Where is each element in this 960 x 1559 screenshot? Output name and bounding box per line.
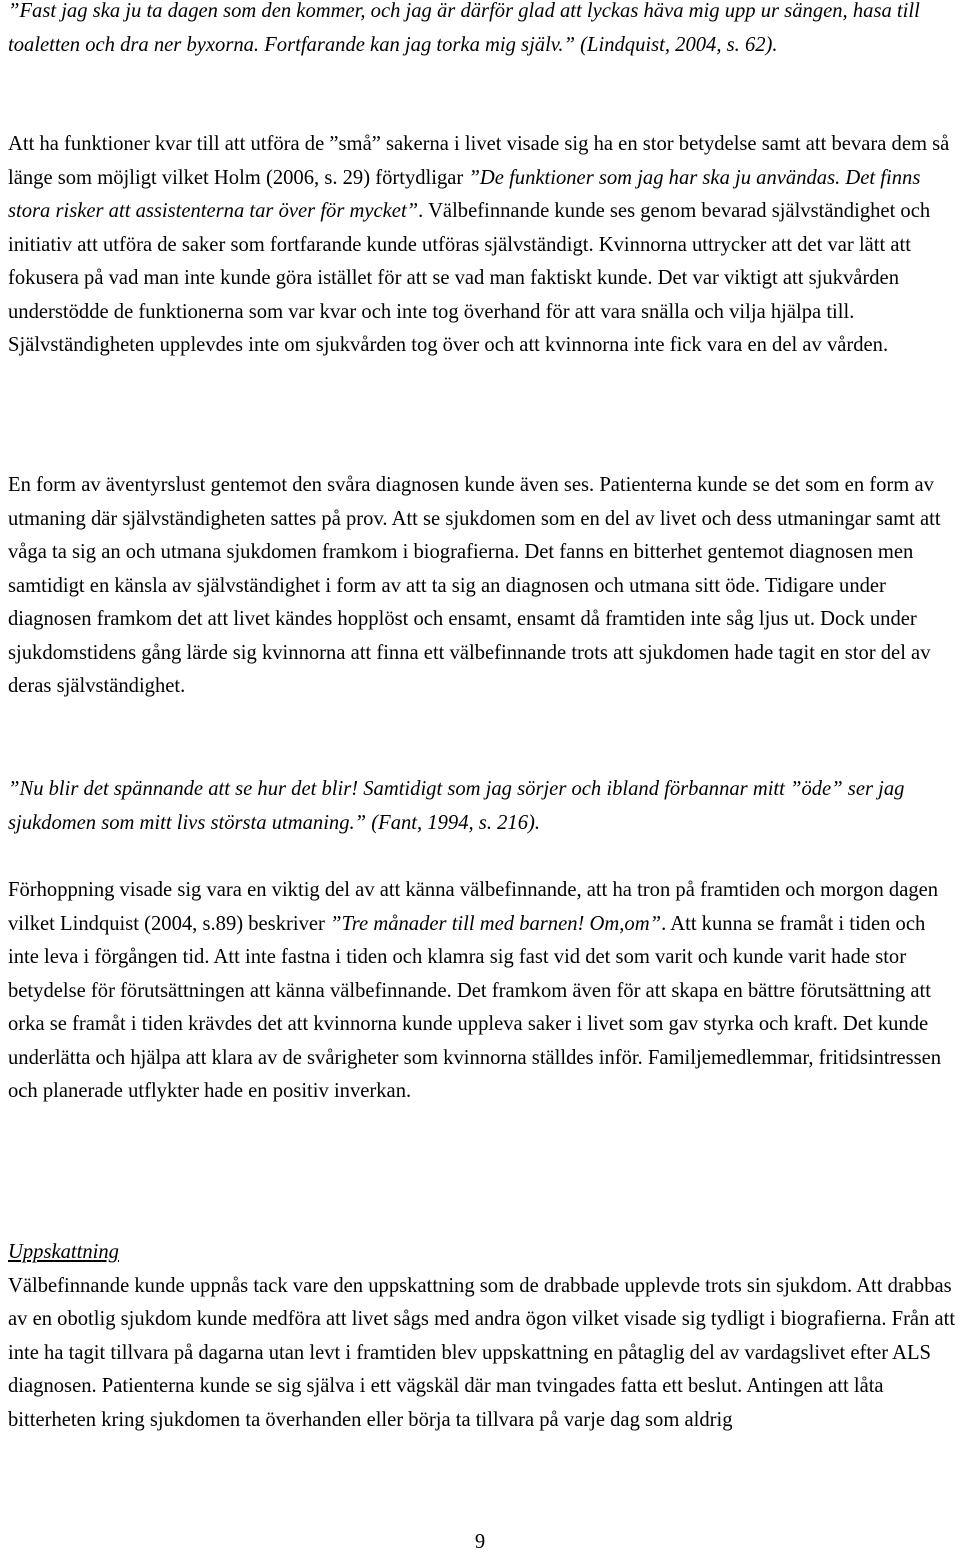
paragraph-funktioner — [8, 128, 956, 363]
text-segment: . Att kunna se framåt i tiden och inte leva i förgången tid. Att inte fastna i tiden och klamra sig fast vid det som varit och kunde varit hade stor betydelse för förutsättningen att känna välbefinnande. Det framkom även för att skapa en bättre förutsättning att orka se framåt i tiden krävdes det att kvinnorna kunde uppleva saker i livet som gav styrka och kraft. Det kunde underlätta och hjälpa att klara av de svårigheter som kvinnorna ställdes inför. Familjemedlemmar, fritidsintressen och planerade utflykter hade en positiv inverkan. — [8, 912, 942, 1102]
text-segment: Förhoppning visade sig vara en viktig del av att känna välbefinnande, att ha tron på framtiden och morgon dagen vilket Lindquist (2004, s.89) beskriver — [8, 879, 939, 935]
paragraph-aventyrslust — [8, 469, 956, 704]
text-segment: Att ha funktioner kvar till att utföra de ”små” sakerna i livet visade sig ha en stor betydelse samt att bevara dem så länge som möjligt vilket Holm (2006, s. 29) förtydligar — [8, 133, 950, 189]
section-paragraph: Välbefinnande kunde uppnås tack vare den uppskattning som de drabbade upplevde trots sin sjukdom. Att drabbas av en obotlig sjukdom kunde medföra att livet sågs med andra ögon vilket visade sig tydligt i biografierna. Från att inte ha tagit tillvara på dagarna utan levt i framtiden blev uppskattning en påtaglig del av vardagslivet efter ALS diagnosen. Patienterna kunde se sig själva i ett vägskäl där man tvingades fatta ett beslut. Antingen att låta bitterheten kring sjukdomen ta överhanden eller börja ta tillvara på varje dag som aldrig — [8, 1274, 956, 1431]
quote-segment: ”Tre månader till med barnen! Om,om” — [330, 912, 662, 935]
text-segment: En form av äventyrslust gentemot den svåra diagnosen kunde även ses. Patienterna kunde se det som en form av utmaning där självständigheten sattes på prov. Att se sjukdomen som en del av livet och dess utmaningar samt att våga ta sig an och utmana sjukdomen framkom i biografierna. Det fanns en bitterhet gentemot diagnosen men samtidigt en känsla av självständighet i form av att ta sig an diagnosen och utmana sitt öde. Tidigare under diagnosen framkom det att livet kändes hopplöst och ensamt, ensamt då framtiden inte såg ljus ut. Dock under sjukdomstidens gång lärde sig kvinnorna att finna ett välbefinnande trots att sjukdomen hade tagit en stor del av deras självständighet. — [8, 474, 941, 697]
paragraph-forhoppning — [8, 874, 956, 1109]
page-number: 9 — [474, 1531, 486, 1553]
quote-text: ”Nu blir det spännande att se hur det blir! Samtidigt som jag sörjer och ibland förbannar mitt ”öde” ser jag sjukdomen som mitt livs största utmaning.” (Fant, 1994, s. 216). — [8, 778, 905, 834]
quote-text: ”Fast jag ska ju ta dagen som den kommer, och jag är därför glad att lyckas häva mig upp ur sängen, hasa till toaletten och dra ner byxorna. Fortfarande kan jag torka mig själv.” (Lindquist, 2004, s. 62). — [8, 0, 920, 56]
section-uppskattning — [8, 1236, 956, 1437]
section-heading: Uppskattning — [8, 1241, 119, 1263]
quote-fant — [8, 773, 956, 840]
quote-segment: ”De funktioner som jag har ska ju användas. Det finns stora risker att assistenterna tar över för mycket” — [8, 166, 921, 222]
quote-lindquist — [8, 0, 956, 62]
text-segment: . Välbefinnande kunde ses genom bevarad självständighet och initiativ att utföra de saker som fortfarande kunde utföras självständigt. Kvinnorna uttrycker att det var lätt att fokusera på vad man inte kunde göra istället för att se vad man faktiskt kunde. Det var viktigt att sjukvården understödde de funktionerna som var kvar och inte tog överhand för att vara snälla och vilja hjälpa till. Självständigheten upplevdes inte om sjukvården tog över och att kvinnorna inte fick vara en del av vården. — [8, 200, 931, 356]
